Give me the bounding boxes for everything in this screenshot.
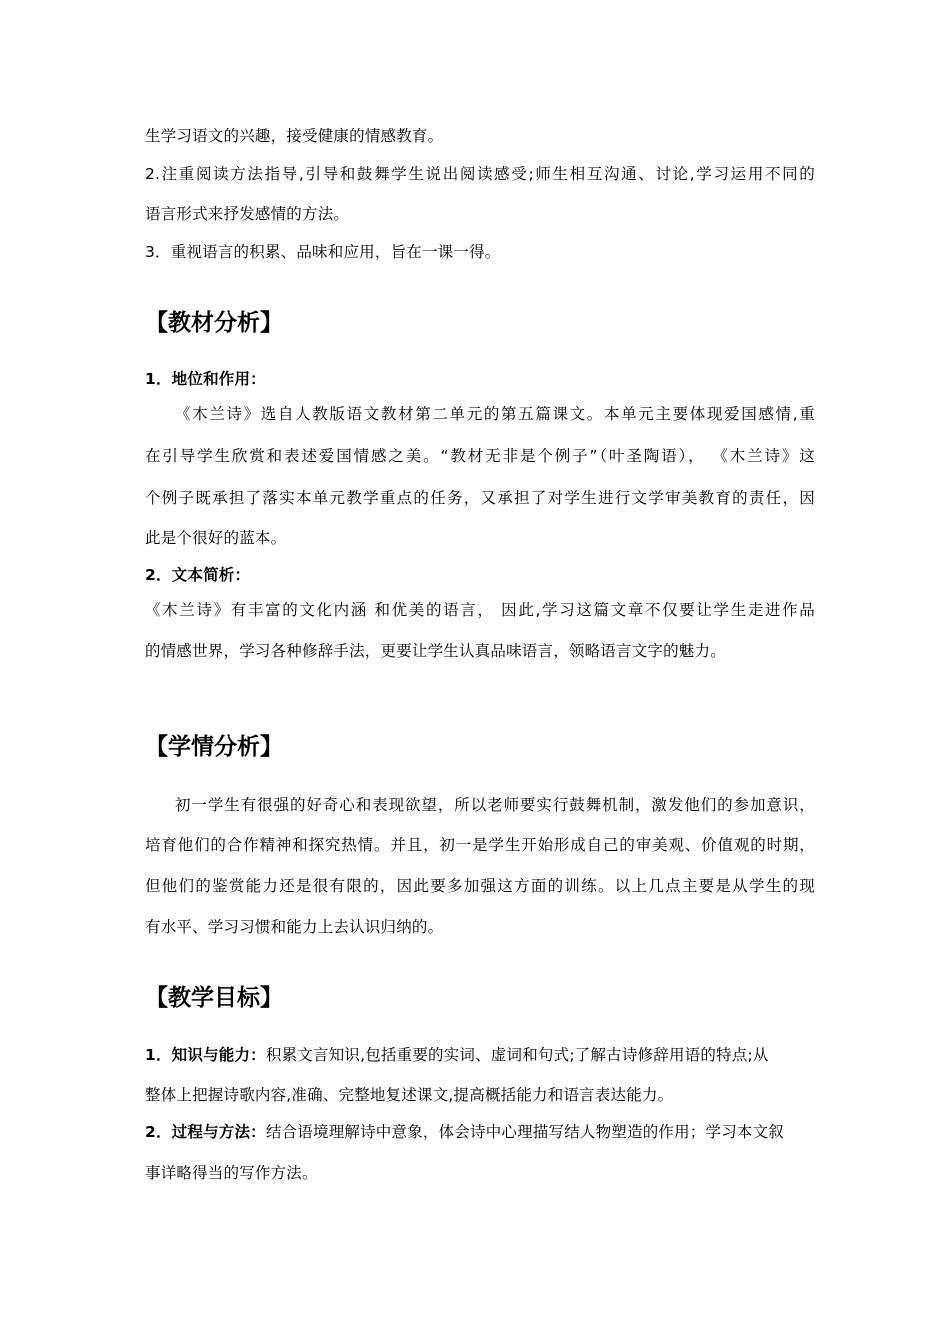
- student-analysis-line-2: 培育他们的合作精神和探究热情。并且，初一是学生开始形成自己的审美观、价值观的时期，: [145, 836, 815, 854]
- goal-2-text-1: 结合语境理解诗中意象，体会诗中心理描写结人物塑造的作用；学习本文叙: [265, 1123, 784, 1141]
- subheading-text-analysis: 2．文本简析：: [145, 566, 251, 584]
- position-paragraph-line-4: 此是个很好的蓝本。: [145, 529, 287, 547]
- intro-item-3: 3．重视语言的积累、品味和应用，旨在一课一得。: [145, 243, 501, 261]
- heading-student-analysis: 【学情分析】: [145, 734, 283, 760]
- intro-item-2-line-2: 语言形式来抒发感情的方法。: [145, 205, 350, 223]
- goal-1-label: 1．知识与能力：: [145, 1046, 266, 1064]
- subheading-position-role: 1．地位和作用：: [145, 370, 266, 388]
- goal-2-line-1: [145, 1122, 815, 1142]
- goal-2-label: 2．过程与方法：: [145, 1123, 266, 1141]
- goal-1-line-1: [145, 1045, 815, 1065]
- student-analysis-line-1: 初一学生有很强的好奇心和表现欲望，所以老师要实行鼓舞机制，激发他们的参加意识，: [175, 796, 815, 814]
- student-analysis-line-4: 有水平、学习习惯和能力上去认识归纳的。: [145, 918, 444, 936]
- text-analysis-line-1: 《木兰诗》有丰富的文化内涵 和优美的语言， 因此,学习这篇文章不仅要让学生走进作品: [145, 601, 815, 619]
- intro-item-2-line-1: 2.注重阅读方法指导,引导和鼓舞学生说出阅读感受;师生相互沟通、讨论,学习运用不同的: [145, 165, 815, 183]
- heading-textbook-analysis: 【教材分析】: [145, 310, 283, 336]
- position-paragraph-line-3: 个例子既承担了落实本单元教学重点的任务，又承担了对学生进行文学审美教育的责任，因: [145, 489, 815, 507]
- goal-2-line-2: 事详略得当的写作方法。: [145, 1164, 318, 1182]
- heading-teaching-goals: 【教学目标】: [145, 985, 283, 1011]
- intro-line-1: 生学习语文的兴趣，接受健康的情感教育。: [145, 127, 444, 145]
- position-paragraph-line-2: 在引导学生欣赏和表述爱国情感之美。“教材无非是个例子”（叶圣陶语）， 《木兰诗》这: [145, 447, 815, 465]
- text-analysis-line-2: 的情感世界，学习各种修辞手法，更要让学生认真品味语言，领略语言文字的魅力。: [145, 642, 726, 660]
- goal-1-line-2: 整体上把握诗歌内容,准确、完整地复述课文,提高概括能力和语言表达能力。: [145, 1086, 674, 1104]
- goal-1-text-1: 积累文言知识,包括重要的实词、虚词和句式;了解古诗修辞用语的特点;从: [265, 1046, 769, 1064]
- position-paragraph-line-1: 《木兰诗》选自人教版语文教材第二单元的第五篇课文。本单元主要体现爱国感情,重: [175, 405, 815, 423]
- student-analysis-line-3: 但他们的鉴赏能力还是很有限的，因此要多加强这方面的训练。以上几点主要是从学生的现: [145, 877, 815, 895]
